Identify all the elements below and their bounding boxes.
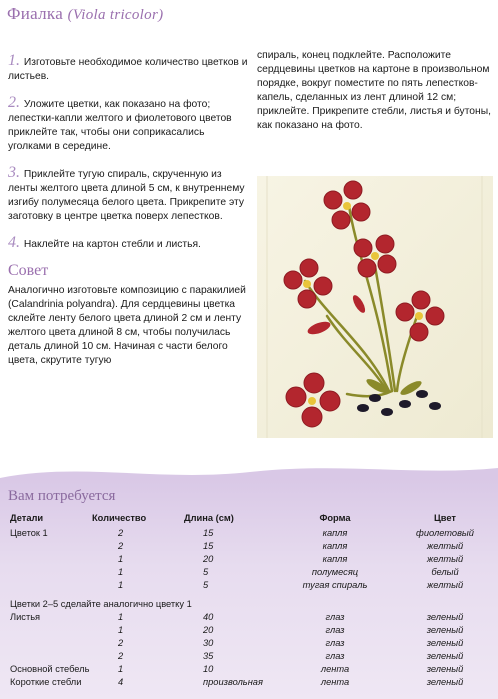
cell-length: 10 — [203, 664, 214, 674]
cell-length: 5 — [203, 580, 209, 590]
cell-length: 15 — [203, 541, 214, 551]
step-3 — [8, 166, 250, 224]
header-length: Длина (см) — [184, 513, 234, 523]
cell-color: зеленый — [426, 625, 464, 635]
table-row — [0, 663, 498, 676]
step-text: Наклейте на картон стебли и листья. — [23, 239, 201, 250]
cell-qty: 2 — [118, 528, 124, 538]
header-detail: Детали — [10, 513, 44, 523]
step-text: Приклейте тугую спираль, скрученную из ленты желтого цвета длиной 5 см, к внутреннему изгибу полумесяца белого цвета. Прикрепите эту заготовку в центре цветка поверх лепестков. — [8, 169, 245, 222]
table-row — [0, 624, 498, 637]
header-qty: Количество — [92, 513, 147, 523]
title-latin: (Viola tricolor) — [67, 7, 164, 23]
cell-color: зеленый — [426, 664, 464, 674]
step-text: Изготовьте необходимое количество цветков и листьев. — [8, 57, 248, 82]
cell-length: 20 — [203, 554, 214, 564]
cell-qty: 1 — [118, 625, 124, 635]
cell-shape: лента — [320, 664, 350, 674]
cell-shape: тугая спираль — [302, 580, 368, 590]
table-row — [0, 553, 498, 566]
cell-length: 30 — [203, 638, 214, 648]
tip-text: Аналогично изготовьте композицию с паракилией (Calandrinia polyandra). Для сердцевины цветка склейте ленту белого цвета длиной 2 см и ленту желтого цвета длиной 8 см, чтобы получилась деталь длиной 10 см. Начиная с части белого цвета, скрутите тугую — [8, 285, 246, 366]
cell-shape: глаз — [325, 651, 345, 661]
cell-shape: капля — [322, 528, 348, 538]
cell-shape: лента — [320, 677, 350, 687]
step-number: 4. — [8, 234, 20, 251]
step-number: 3. — [8, 164, 20, 181]
cell-qty: 1 — [118, 612, 124, 622]
cell-color: желтый — [426, 554, 464, 564]
cell-length: 15 — [203, 528, 214, 538]
cell-color: белый — [431, 567, 459, 577]
materials-title: Вам потребуется — [8, 488, 116, 504]
table-row — [0, 566, 498, 579]
cell-qty: 2 — [118, 638, 124, 648]
cell-detail: Короткие стебли — [10, 677, 82, 687]
step-1 — [8, 54, 250, 84]
cell-shape: глаз — [325, 625, 345, 635]
page-title — [7, 4, 163, 24]
cell-qty: 1 — [118, 567, 124, 577]
cell-color: зеленый — [426, 638, 464, 648]
step-2 — [8, 96, 250, 154]
quilling-photo — [257, 176, 493, 438]
cell-length: 40 — [203, 612, 214, 622]
table-header — [0, 512, 498, 525]
instructions-column — [8, 54, 250, 380]
table-row — [0, 540, 498, 553]
cell-length: произвольная — [203, 677, 263, 687]
table-row — [0, 637, 498, 650]
cell-length: 35 — [203, 651, 214, 661]
table-note-row — [0, 598, 498, 611]
cell-shape: глаз — [325, 612, 345, 622]
table-row — [0, 579, 498, 592]
cell-length: 20 — [203, 625, 214, 635]
cell-qty: 2 — [118, 651, 124, 661]
cell-color: зеленый — [426, 612, 464, 622]
cell-detail: Цветок 1 — [10, 528, 48, 538]
title-main: Фиалка — [7, 4, 64, 23]
violets-illustration — [257, 176, 493, 438]
step-number: 1. — [8, 52, 20, 69]
table-row — [0, 676, 498, 689]
tip-continued-text: спираль, конец подклейте. Расположите сердцевины цветков на картоне в произвольном порядке, вокруг поместите по пять лепестков-капель, сделанных из лент длиной 12 см; приклейте. Прикрепите стебли, листья и бутоны, как показано на фото. — [257, 50, 491, 131]
cell-color: зеленый — [426, 677, 464, 687]
header-color: Цвет — [434, 513, 456, 523]
table-note: Цветки 2–5 сделайте аналогично цветку 1 — [10, 599, 192, 609]
cell-detail: Листья — [10, 612, 41, 622]
cell-qty: 4 — [118, 677, 124, 687]
cell-qty: 1 — [118, 554, 124, 564]
cell-detail: Основной стебель — [10, 664, 90, 674]
step-4 — [8, 236, 250, 252]
header-shape: Форма — [319, 513, 351, 523]
tip-continued-column — [257, 49, 493, 145]
cell-shape: полумесяц — [311, 567, 359, 577]
table-row — [0, 650, 498, 663]
cell-color: желтый — [426, 580, 464, 590]
cell-color: фиолетовый — [416, 528, 474, 538]
cell-qty: 2 — [118, 541, 124, 551]
cell-shape: капля — [322, 554, 348, 564]
cell-shape: глаз — [325, 638, 345, 648]
step-text: Уложите цветки, как показано на фото; лепестки-капли желтого и фиолетового цветов приклейте так, чтобы они соприкасались уголками в середине. — [8, 99, 232, 152]
cell-qty: 1 — [118, 664, 124, 674]
cell-shape: капля — [322, 541, 348, 551]
table-row — [0, 611, 498, 624]
cell-qty: 1 — [118, 580, 124, 590]
step-number: 2. — [8, 94, 20, 111]
cell-color: зеленый — [426, 651, 464, 661]
cell-length: 5 — [203, 567, 209, 577]
tip-title: Совет — [8, 262, 49, 279]
cell-color: желтый — [426, 541, 464, 551]
table-row — [0, 527, 498, 540]
